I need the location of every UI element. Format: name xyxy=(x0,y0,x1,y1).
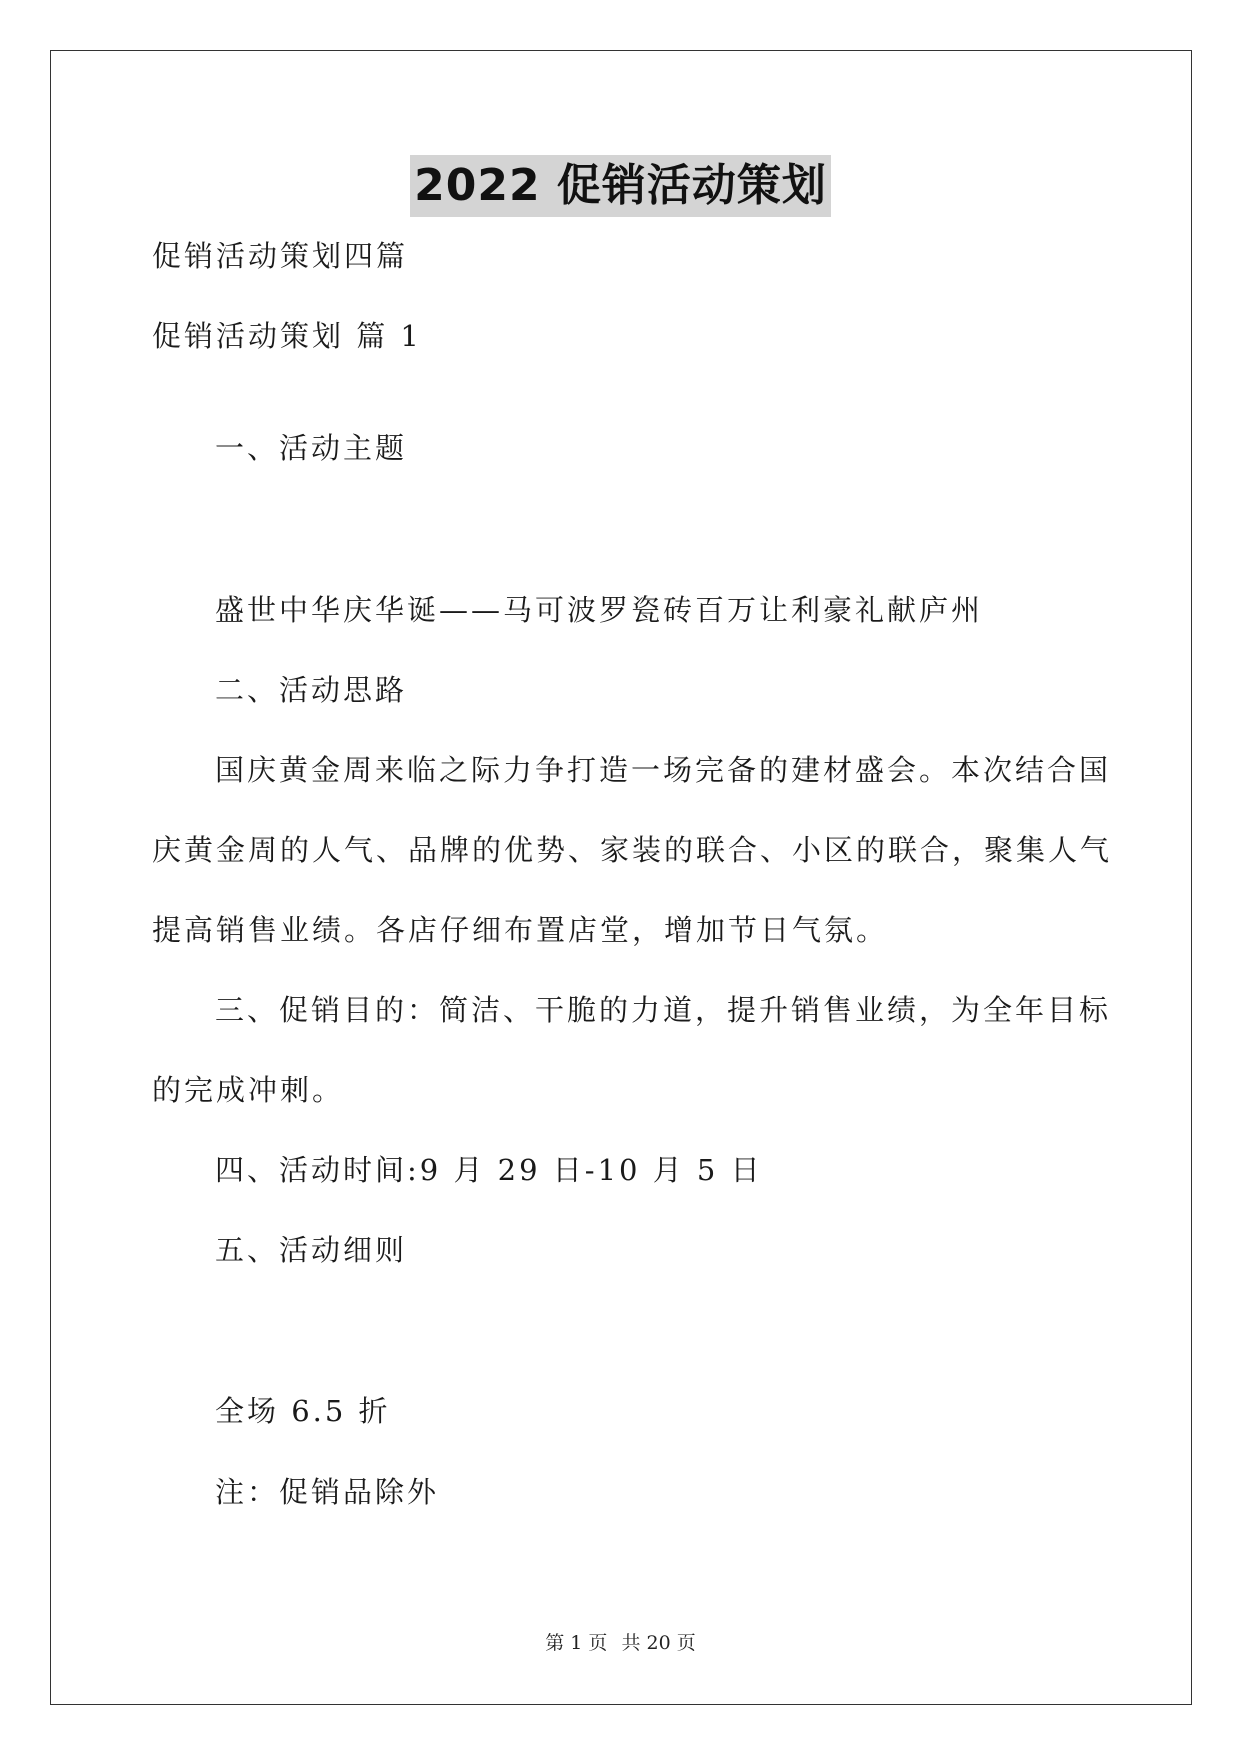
paragraph-approach-line-3: 提高销售业绩。各店仔细布置店堂，增加节日气氛。 xyxy=(152,913,889,947)
current-page-label: 第 1 页 xyxy=(545,1632,608,1654)
document-title: 2022 促销活动策划 xyxy=(410,155,831,217)
title-container xyxy=(0,155,1241,217)
subtitle-line: 促销活动策划四篇 xyxy=(152,239,409,273)
total-pages-label: 共 20 页 xyxy=(621,1632,696,1654)
paragraph-theme-text: 盛世中华庆华诞——马可波罗瓷砖百万让利豪礼献庐州 xyxy=(215,593,984,627)
paragraph-activity-time: 四、活动时间:9 月 29 日-10 月 5 日 xyxy=(215,1153,763,1187)
paragraph-discount: 全场 6.5 折 xyxy=(215,1394,391,1428)
heading-activity-theme: 一、活动主题 xyxy=(215,431,408,465)
page-footer xyxy=(0,1628,1241,1655)
section-heading-article-1: 促销活动策划 篇 1 xyxy=(152,319,422,353)
paragraph-approach-line-1: 国庆黄金周来临之际力争打造一场完备的建材盛会。本次结合国 xyxy=(215,753,1112,787)
paragraph-purpose-line-1: 三、促销目的：简洁、干脆的力道，提升销售业绩，为全年目标 xyxy=(215,993,1112,1027)
page-border xyxy=(50,50,1192,1705)
heading-activity-approach: 二、活动思路 xyxy=(215,673,408,707)
paragraph-approach-line-2: 庆黄金周的人气、品牌的优势、家装的联合、小区的联合，聚集人气 xyxy=(152,833,1113,867)
paragraph-purpose-line-2: 的完成冲刺。 xyxy=(152,1073,345,1107)
heading-activity-rules: 五、活动细则 xyxy=(215,1233,408,1267)
paragraph-note: 注：促销品除外 xyxy=(215,1475,440,1509)
